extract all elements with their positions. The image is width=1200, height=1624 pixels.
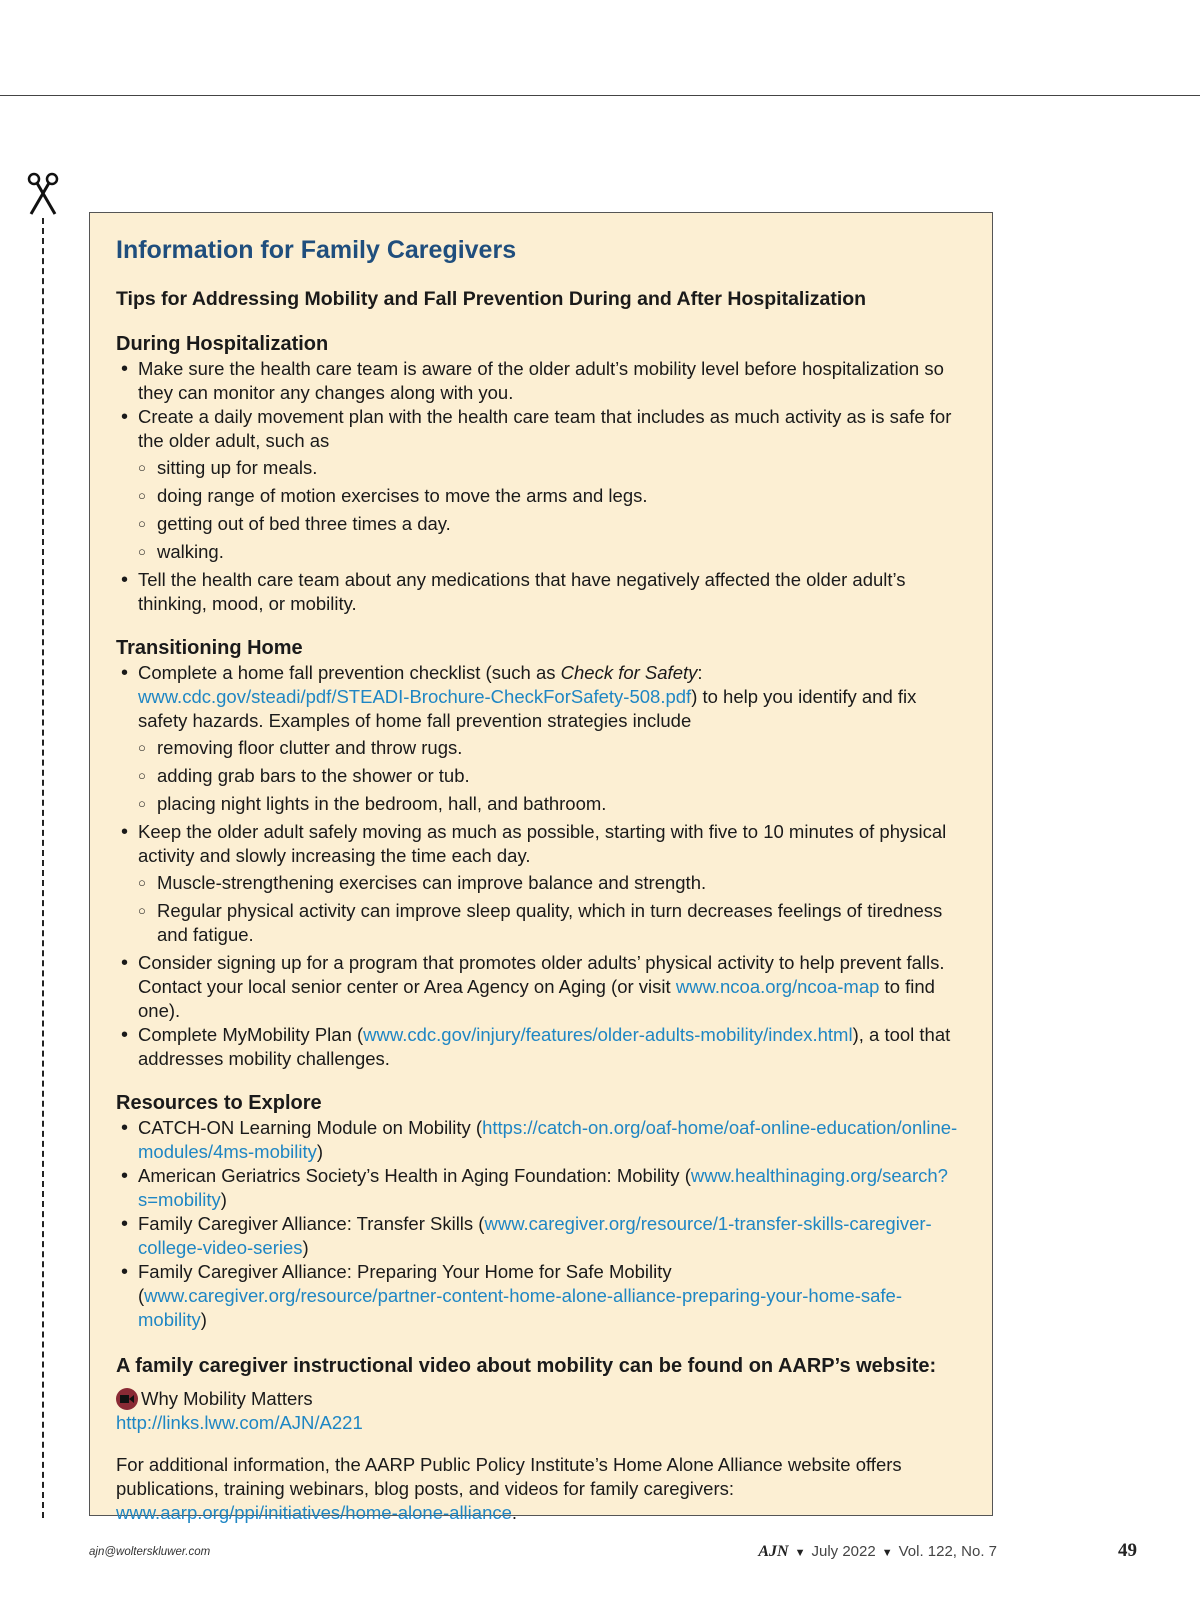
section-transitioning-home <box>116 635 962 1071</box>
healthinaging-link[interactable]: www.healthinaging.org/search?s=mobility <box>138 1165 948 1210</box>
sub-list-item: ○ Regular physical activity can improve sleep quality, which in turn decreases feelings of tiredness and fatigue. <box>138 899 962 947</box>
separator-icon: ▼ <box>881 1547 893 1559</box>
sub-list-item: ○ getting out of bed three times a day. <box>138 512 962 536</box>
footer-email: ajn@wolterskluwer.com <box>89 1546 211 1558</box>
sub-list-item: ○ placing night lights in the bedroom, hall, and bathroom. <box>138 792 962 816</box>
text: ) <box>200 1309 207 1330</box>
text: Family Caregiver Alliance: Preparing Your Home for Safe Mobility ( <box>138 1261 672 1306</box>
resource-item <box>116 1116 962 1164</box>
page-number: 49 <box>1118 1540 1137 1561</box>
text: . <box>511 1502 518 1523</box>
list-item-text: Keep the older adult safely moving as much as possible, starting with five to 10 minutes of physical activity and slowly increasing the time each day. <box>138 821 947 866</box>
video-title: Why Mobility Matters <box>141 1388 313 1409</box>
footer-citation <box>758 1543 997 1561</box>
list-item-text: Create a daily movement plan with the health care team that includes as much activity as is safe for the older adult, such as <box>138 406 952 451</box>
sub-list-item: ○ sitting up for meals. <box>138 456 962 480</box>
safe-mobility-link[interactable]: www.caregiver.org/resource/partner-content-home-alone-alliance-preparing-your-home-safe-mobility <box>138 1285 902 1330</box>
box-title: Information for Family Caregivers <box>116 236 517 264</box>
text: Complete a home fall prevention checklist (such as <box>138 662 561 683</box>
section-heading: Transitioning Home <box>116 637 303 659</box>
journal-name: AJN <box>758 1543 789 1560</box>
mymobility-link[interactable]: www.cdc.gov/injury/features/older-adults-mobility/index.html <box>363 1024 853 1045</box>
video-camera-icon <box>116 1388 138 1410</box>
sub-list-item: ○ doing range of motion exercises to move the arms and legs. <box>138 484 962 508</box>
text: Family Caregiver Alliance: Transfer Skills ( <box>138 1213 485 1234</box>
text: to find one). <box>138 976 935 1021</box>
text: ) <box>302 1237 309 1258</box>
home-alone-alliance-link[interactable]: www.aarp.org/ppi/initiatives/home-alone-alliance <box>116 1502 512 1523</box>
sub-list-item: ○ removing floor clutter and throw rugs. <box>138 736 962 760</box>
list-item: • Tell the health care team about any medications that have negatively affected the older adult’s thinking, mood, or mobility. <box>116 568 962 616</box>
text: For additional information, the AARP Public Policy Institute’s Home Alone Alliance website offers publications, training webinars, blog posts, and videos for family caregivers: <box>116 1454 902 1499</box>
text: Complete MyMobility Plan ( <box>138 1024 364 1045</box>
text: American Geriatrics Society’s Health in Aging Foundation: Mobility ( <box>138 1165 691 1186</box>
resource-item <box>116 1164 962 1212</box>
issue-date: July 2022 <box>811 1543 876 1560</box>
sub-list-item: ○ walking. <box>138 540 962 564</box>
text: ) to help you identify and fix safety hazards. Examples of home fall prevention strategies include <box>138 686 917 731</box>
video-link[interactable]: http://links.lww.com/AJN/A221 <box>116 1412 363 1433</box>
section-heading: During Hospitalization <box>116 333 329 355</box>
closing-paragraph <box>116 1453 962 1525</box>
check-for-safety-title: Check for Safety <box>560 662 698 683</box>
resource-item <box>116 1260 962 1332</box>
list-item <box>116 661 962 816</box>
separator-icon: ▼ <box>794 1547 806 1559</box>
cut-line <box>42 218 44 1518</box>
text: ) <box>220 1189 227 1210</box>
list-item: • Make sure the health care team is aware of the older adult’s mobility level before hospitalization so they can monitor any changes along with you. <box>116 357 962 405</box>
top-rule <box>0 95 1200 96</box>
list-item <box>116 405 962 564</box>
catch-on-link[interactable]: https://catch-on.org/oaf-home/oaf-online-education/online-modules/4ms-mobility <box>138 1117 958 1162</box>
volume-info: Vol. 122, No. 7 <box>898 1543 997 1560</box>
list-item <box>116 951 962 1023</box>
scissors-icon <box>26 172 60 218</box>
resource-item <box>116 1212 962 1260</box>
list-item <box>116 820 962 947</box>
list-item <box>116 1023 962 1071</box>
steadi-link[interactable]: www.cdc.gov/steadi/pdf/STEADI-Brochure-CheckForSafety-508.pdf <box>138 686 692 707</box>
caregiver-info-box <box>89 212 993 1523</box>
text: ), a tool that addresses mobility challenges. <box>138 1024 951 1069</box>
text: : <box>697 662 703 683</box>
text: CATCH-ON Learning Module on Mobility ( <box>138 1117 483 1138</box>
section-video <box>116 1353 962 1435</box>
video-heading: A family caregiver instructional video about mobility can be found on AARP’s website: <box>116 1355 937 1377</box>
ncoa-link[interactable]: www.ncoa.org/ncoa-map <box>675 976 880 997</box>
sub-list-item: ○ Muscle-strengthening exercises can improve balance and strength. <box>138 871 962 895</box>
sub-list-item: ○ adding grab bars to the shower or tub. <box>138 764 962 788</box>
box-subtitle: Tips for Addressing Mobility and Fall Prevention During and After Hospitalization <box>116 288 867 310</box>
section-resources <box>116 1090 962 1332</box>
text: ) <box>316 1141 324 1162</box>
text: Consider signing up for a program that promotes older adults’ physical activity to help prevent falls. Contact your local senior center or Area Agency on Aging (or visit <box>138 952 945 997</box>
section-heading: Resources to Explore <box>116 1092 322 1114</box>
video-title-line <box>116 1387 962 1411</box>
section-during-hospitalization <box>116 331 962 616</box>
transfer-skills-link[interactable]: www.caregiver.org/resource/1-transfer-skills-caregiver-college-video-series <box>138 1213 932 1258</box>
